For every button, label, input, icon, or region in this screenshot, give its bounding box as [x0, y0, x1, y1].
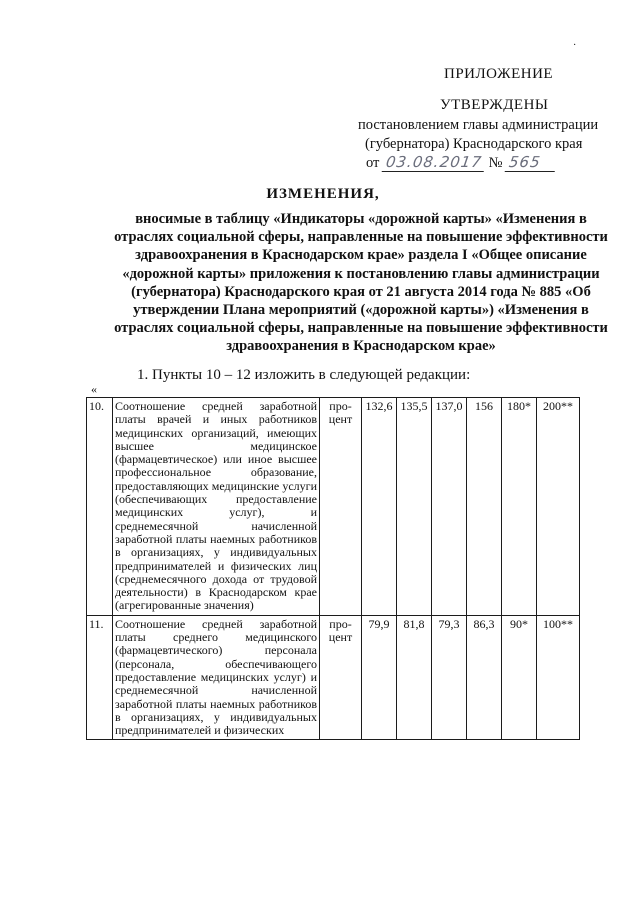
handwritten-number: 565	[505, 153, 558, 172]
instruction-paragraph: 1. Пункты 10 – 12 изложить в следующей редакции:	[137, 367, 471, 383]
row-number: 10.	[87, 398, 113, 616]
from-prefix: от	[366, 155, 380, 171]
value-cell: 156	[467, 398, 502, 616]
changes-title: вносимые в таблицу «Индикаторы «дорожной карты» «Изменения в отраслях социальной сферы, направленные на повышение эффективности здравоохранения в Краснодарском крае» раздела I «Общее описание «дорожной карты» приложения к постановлению главы администрации (губернатора) Краснодарского края от 21 августа 2014 года № 885 «Об утверждении Плана мероприятий («дорожной карты») «Изменения в отраслях социальной сферы, направленные на повышение эффективности здравоохранения в Краснодарском крае»	[114, 211, 608, 355]
unit-cell: про-цент	[320, 398, 362, 616]
value-cell: 81,8	[397, 615, 432, 740]
value-cell: 180*	[502, 398, 537, 616]
value-cell: 90*	[502, 615, 537, 740]
number-sign: №	[488, 155, 503, 171]
table-row	[87, 398, 580, 616]
row-number: 11.	[87, 615, 113, 740]
value-cell: 79,9	[362, 615, 397, 740]
value-cell: 86,3	[467, 615, 502, 740]
handwritten-date: 03.08.2017	[382, 153, 487, 172]
value-cell: 132,6	[362, 398, 397, 616]
value-cell: 135,5	[397, 398, 432, 616]
indicators-table	[86, 397, 580, 740]
table-row	[87, 615, 580, 740]
annex-label: ПРИЛОЖЕНИЕ	[444, 66, 554, 82]
value-cell: 79,3	[432, 615, 467, 740]
decree-date-line	[366, 153, 556, 172]
approved-label: УТВЕРЖДЕНЫ	[440, 97, 549, 113]
decree-line-1: постановлением главы администрации	[358, 117, 599, 133]
decree-line-2: (губернатора) Краснодарского края	[365, 136, 583, 152]
indicator-description: Соотношение средней заработной платы врачей и иных работников медицинских организаций, имеющих высшее медицинское (фармацевтическое) или иное высшее профессиональное образование, предоставляющих медицинские услуги (обеспечивающих предоставление медицинских услуг), и среднемесячной начисленной заработной платы наемных работников в организациях, у индивидуальных предпринимателей и физических лиц (среднемесячного дохода от трудовой деятельности) в Краснодарском крае (агрегированные значения)	[113, 398, 320, 616]
value-cell: 137,0	[432, 398, 467, 616]
scan-speck: ·	[573, 40, 577, 51]
opening-quote: «	[91, 382, 97, 396]
value-cell: 200**	[537, 398, 580, 616]
unit-cell: про-цент	[320, 615, 362, 740]
value-cell: 100**	[537, 615, 580, 740]
changes-heading: ИЗМЕНЕНИЯ,	[266, 186, 380, 202]
indicator-description: Соотношение средней заработной платы среднего медицинского (фармацевтического) персонала (персонала, обеспечивающего предоставление медицинских услуг) и среднемесячной начисленной заработной платы наемных работников в организациях, у индивидуальных предпринимателей и физических	[113, 615, 320, 740]
